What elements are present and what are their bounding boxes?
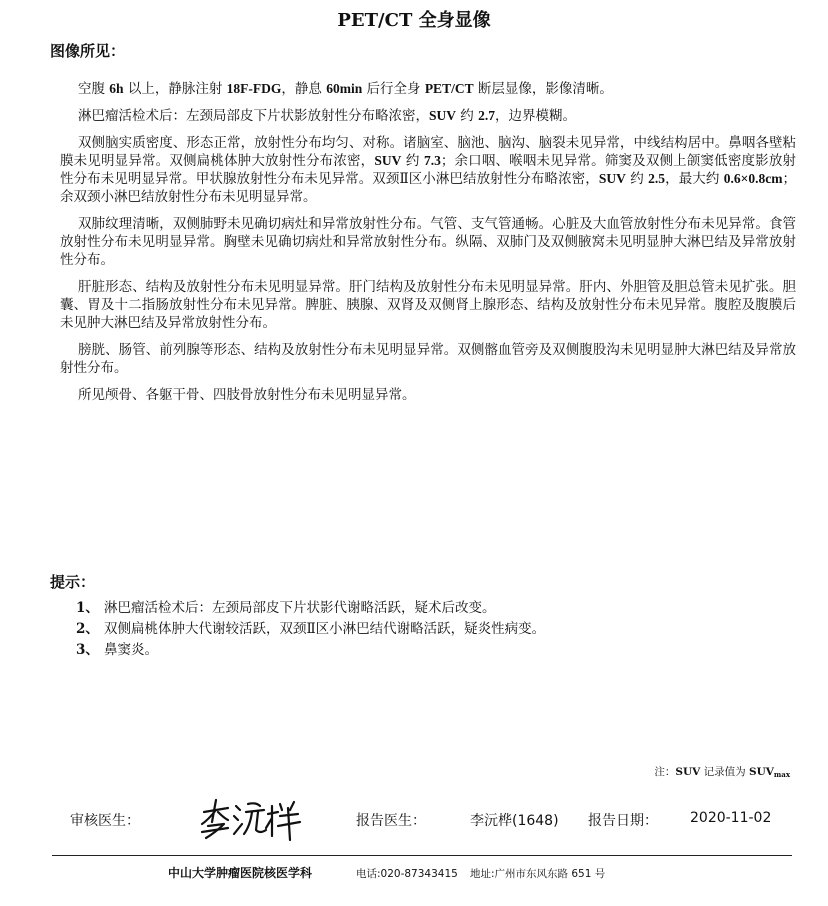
suv-note (654, 764, 790, 779)
note-suvmax: SUV (748, 766, 774, 778)
hint-number: 1、 (76, 600, 99, 616)
findings-text: 断层显像，影像清晰。 (473, 81, 613, 97)
findings-text: ，边界模糊。 (494, 108, 576, 124)
report-date: 2020-11-02 (690, 810, 772, 826)
findings-text: 膀胱、肠管、前列腺等形态、结构及放射性分布未见明显异常。双侧髂血管旁及双侧腹股沟未见明显肿大淋巴结及异常放射性分布。 (60, 342, 796, 376)
findings-body (60, 80, 796, 413)
findings-text: 所见颅骨、各躯干骨、四肢骨放射性分布未见明显异常。 (78, 387, 416, 403)
findings-heading: 图像所见： (50, 42, 126, 60)
hint-item (76, 619, 545, 640)
note-suv: SUV (675, 766, 701, 778)
findings-paragraph (60, 107, 796, 125)
findings-text: 约 (401, 153, 424, 169)
findings-text: ；余双颈小淋巴结放射性分布未见明显异常。 (60, 171, 796, 205)
findings-text: ，静息 (281, 81, 327, 97)
findings-text: 淋巴瘤活检术后：左颈局部皮下片状影放射性分布略浓密， (78, 108, 429, 124)
reporter-label: 报告医生： (356, 813, 426, 829)
note-prefix: 注： (654, 766, 676, 778)
findings-text: 以上，静脉注射 (123, 81, 227, 97)
findings-value: 0.6×0.8cm (723, 171, 783, 186)
hint-number: 3、 (76, 642, 99, 658)
footer-phone: 电话:020-87343415 (356, 868, 458, 880)
findings-text: ，最大约 (665, 171, 724, 187)
findings-text: 后行全身 (362, 81, 425, 97)
hints-heading: 提示： (50, 573, 96, 591)
findings-paragraph (60, 386, 796, 404)
findings-text: 约 (456, 108, 479, 124)
report-title: PET/CT 全身显像 (337, 10, 491, 31)
findings-value: SUV (374, 153, 402, 168)
findings-paragraph (60, 278, 796, 332)
hint-item (76, 598, 545, 619)
findings-value: 2.7 (478, 108, 495, 123)
footer-org: 中山大学肿瘤医院核医学科 (168, 866, 313, 880)
note-middle: 记录值为 (700, 766, 749, 778)
findings-value: 18F-FDG (226, 81, 282, 96)
findings-text: ；余口咽、喉咽未见异常。筛窦及双侧上颌窦低密度影放射性分布未见明显异常。甲状腺放射性分布未见异常。双颈Ⅱ区小淋巴结放射性分布略浓密， (60, 153, 797, 187)
note-suvmax-sub: max (773, 770, 790, 779)
hint-text: 双侧扁桃体肿大代谢较活跃，双颈Ⅱ区小淋巴结代谢略活跃，疑炎性病变。 (104, 621, 546, 637)
hint-text: 淋巴瘤活检术后：左颈局部皮下片状影代谢略活跃，疑术后改变。 (104, 600, 496, 616)
findings-paragraph (60, 215, 796, 269)
findings-value: 6h (109, 81, 124, 96)
findings-value: SUV (598, 171, 626, 186)
footer-address: 地址:广州市东风东路 651 号 (470, 868, 606, 880)
handwritten-signature (198, 796, 308, 846)
findings-text: 双侧脑实质密度、形态正常，放射性分布均匀、对称。诸脑室、脑池、脑沟、脑裂未见异常，中线结构居中。鼻咽各壁粘膜未见明显异常。双侧扁桃体肿大放射性分布浓密， (60, 135, 796, 169)
findings-value: PET/CT (424, 81, 474, 96)
findings-value: 7.3 (423, 153, 441, 168)
findings-value: SUV (429, 108, 457, 123)
hint-item (76, 640, 545, 661)
date-label: 报告日期： (588, 813, 658, 829)
reporter-name: 李沅桦(1648) (470, 813, 559, 829)
hint-number: 2、 (76, 621, 99, 637)
findings-text: 肝脏形态、结构及放射性分布未见明显异常。肝门结构及放射性分布未见明显异常。肝内、外胆管及胆总管未见扩张。胆囊、胃及十二指肠放射性分布未见异常。脾脏、胰腺、双肾及双侧肾上腺形态、结构及放射性分布未见异常。腹腔及腹膜后未见肿大淋巴结及异常放射性分布。 (60, 279, 796, 331)
findings-value: 60min (326, 81, 363, 96)
findings-text: 约 (625, 171, 649, 187)
hint-text: 鼻窦炎。 (104, 642, 158, 658)
findings-paragraph (60, 134, 796, 206)
findings-paragraph (60, 341, 796, 377)
findings-text: 双肺纹理清晰，双侧肺野未见确切病灶和异常放射性分布。气管、支气管通畅。心脏及大血管放射性分布未见异常。食管放射性分布未见明显异常。胸壁未见确切病灶和异常放射性分布。纵隔、双肺门及双侧腋窝未见明显肿大淋巴结及异常放射性分布。 (60, 216, 796, 268)
reviewer-label: 审核医生： (70, 813, 140, 829)
findings-paragraph (60, 80, 796, 98)
hints-list (76, 598, 545, 661)
findings-value: 2.5 (648, 171, 666, 186)
footer-divider (52, 855, 792, 856)
findings-text: 空腹 (78, 81, 110, 97)
